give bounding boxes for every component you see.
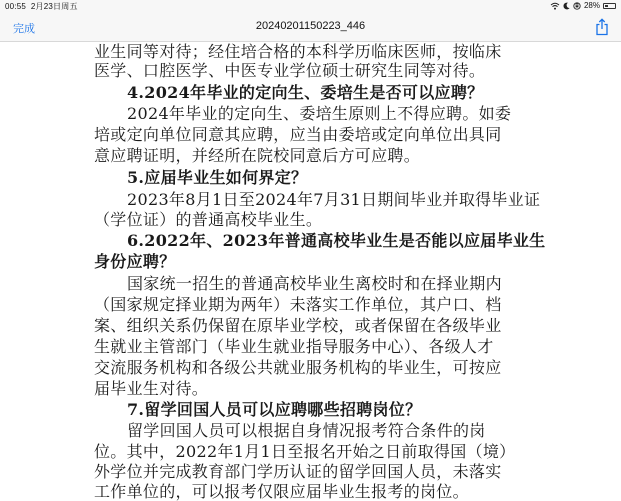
paragraph-line: 工作单位的，可以报考仅限应届毕业生报考的岗位。 <box>94 482 469 501</box>
status-time: 00:55 <box>5 2 27 11</box>
paragraph-line: 外学位并完成教育部门学历认证的留学回国人员，未落实 <box>94 462 502 481</box>
paragraph-line: 2023年8月1日至2024年7月31日期间毕业并取得毕业证 <box>127 190 541 209</box>
paragraph-line: 2024年毕业的定向生、委培生原则上不得应聘。如委 <box>127 104 512 123</box>
question-heading: 5.应届毕业生如何界定？ <box>127 168 308 187</box>
paragraph-line: （国家规定择业期为两年）未落实工作单位，其户口、档 <box>94 295 502 314</box>
document-page[interactable] <box>0 42 621 501</box>
wifi-icon <box>550 2 560 10</box>
question-heading: 身份应聘？ <box>94 252 176 271</box>
status-date: 2月23日周五 <box>30 2 78 11</box>
lock-rotation-icon <box>573 2 581 10</box>
paragraph-line: 意应聘证明，并经所在院校同意后方可应聘。 <box>94 146 421 165</box>
paragraph-line: （学位证）的普通高校毕业生。 <box>94 210 323 229</box>
paragraph-line: 交流服务机构和各级公共就业服务机构的毕业生，可按应 <box>94 358 502 377</box>
paragraph-line: 届毕业生对待。 <box>94 379 209 398</box>
paragraph-line: 培或定向单位同意其应聘，应当由委培或定向单位出具同 <box>94 125 502 144</box>
document-title: 20240201150223_446 <box>255 20 366 32</box>
share-icon[interactable] <box>595 18 609 36</box>
paragraph-line: 医学、口腔医学、中医专业学位硕士研究生同等对待。 <box>94 61 486 80</box>
nav-bar <box>0 13 621 42</box>
paragraph-line: 生就业主管部门（毕业生就业指导服务中心）、各级人才 <box>94 337 494 356</box>
paragraph-line: 留学回国人员可以根据自身情况报考符合条件的岗 <box>127 421 486 440</box>
paragraph-line: 位。其中，2022年1月1日至报名开始之日前取得国（境） <box>94 442 516 461</box>
question-heading: 7.留学回国人员可以应聘哪些招聘岗位？ <box>127 400 422 419</box>
question-heading: 4.2024年毕业的定向生、委培生是否可以应聘？ <box>127 83 484 102</box>
status-bar <box>0 0 621 13</box>
question-heading: 6.2022年、2023年普通高校毕业生是否能以应届毕业生 <box>127 231 546 250</box>
status-indicators <box>550 1 616 10</box>
done-button[interactable]: 完成 <box>13 22 35 35</box>
battery-percent: 28% <box>583 1 600 10</box>
moon-icon <box>563 2 570 10</box>
paragraph-line: 案、组织关系仍保留在原毕业学校，或者保留在各级毕业 <box>94 316 502 335</box>
paragraph-line: 国家统一招生的普通高校毕业生离校时和在择业期内 <box>127 274 502 293</box>
battery-icon <box>603 3 616 9</box>
paragraph-line: 业生同等对待；经住培合格的本科学历临床医师，按临床 <box>94 42 502 61</box>
status-time-date <box>5 1 78 12</box>
